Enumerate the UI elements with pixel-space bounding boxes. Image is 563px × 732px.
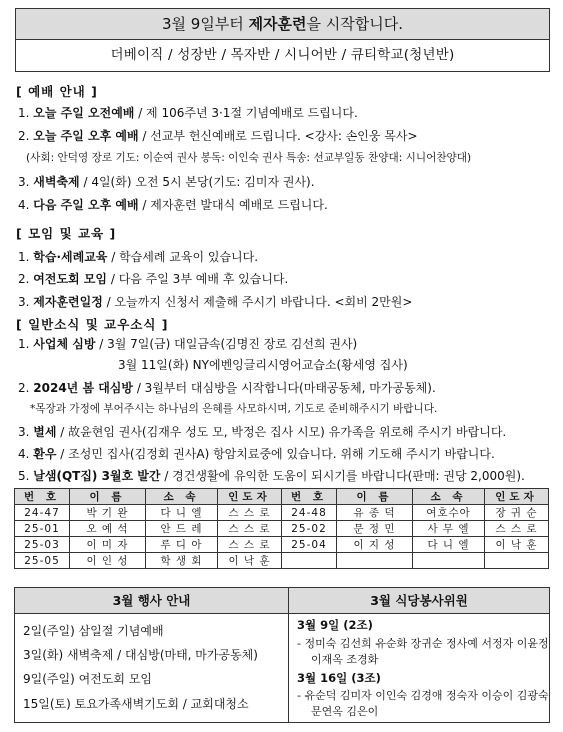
table-cell: 24-47	[15, 505, 70, 521]
event-item: 9일(주일) 여전도회 모임	[23, 672, 152, 686]
news-item-cont: 3월 11일(화) NY에벤잉글리시영어교습소(황세영 집사)	[118, 358, 408, 372]
table-cell: 장 귀 순	[485, 505, 549, 521]
table-cell: 학 생 회	[146, 553, 218, 569]
banner-subtitle: 더베이직 / 성장반 / 목자반 / 시니어반 / 큐티학교(청년반)	[110, 47, 455, 63]
event-item: 3일(화) 새벽축제 / 대심방(마태, 마가공동체)	[23, 648, 258, 662]
news-heading: [ 일반소식 및 교우소식 ]	[16, 317, 169, 332]
service-names: - 정미숙 김선희 유순화 장귀순 정사예 서정자 이윤정	[297, 637, 549, 650]
worship-item: 3. 새벽축제 / 4일(화) 오전 5시 본당(기도: 김미자 권사).	[18, 175, 315, 189]
header-cell: 인도자	[218, 489, 282, 505]
header-cell: 이 름	[70, 489, 146, 505]
table-row	[15, 521, 549, 537]
event-item: 2일(주일) 삼일절 기념예배	[23, 624, 164, 638]
header-cell: 소 속	[146, 489, 218, 505]
table-cell: 오 예 석	[70, 521, 146, 537]
service-heading: 3월 식당봉사위원	[289, 588, 549, 614]
service-names: 이재옥 조경화	[311, 653, 379, 666]
table-cell: 이 미 자	[70, 537, 146, 553]
service-date: 3월 9일 (2조)	[297, 618, 373, 632]
header-cell: 번 호	[282, 489, 337, 505]
header-cell: 이 름	[337, 489, 413, 505]
events-panel	[15, 588, 289, 722]
news-item: 4. 환우 / 조성민 집사(김정회 권사A) 항암치료중에 있습니다. 위해 기도해 주시기 바랍니다.	[18, 447, 495, 461]
table-cell: 안 드 레	[146, 521, 218, 537]
table-cell: 여호수아	[413, 505, 485, 521]
table-cell: 24-48	[282, 505, 337, 521]
header-cell: 인도자	[485, 489, 549, 505]
new-members-table	[14, 488, 549, 569]
header-cell: 소 속	[413, 489, 485, 505]
table-cell	[485, 553, 549, 569]
table-cell: 문 정 민	[337, 521, 413, 537]
table-cell	[337, 553, 413, 569]
table-cell	[413, 553, 485, 569]
news-item: 3. 별세 / 故윤현임 권사(김재우 성도 모, 박정은 집사 시모) 유가족을 위로해 주시기 바랍니다.	[18, 425, 507, 439]
header-cell: 번 호	[15, 489, 70, 505]
service-names: 문연옥 김은이	[311, 705, 379, 718]
table-cell: 25-05	[15, 553, 70, 569]
news-item: 2. 2024년 봄 대심방 / 3월부터 대심방을 시작합니다(마태공동체, 마가공동체).	[18, 381, 436, 395]
table-cell: 다 니 엘	[413, 537, 485, 553]
banner-title-pre: 3월 9일부터	[161, 15, 249, 33]
table-cell: 다 니 엘	[146, 505, 218, 521]
table-cell: 이 인 성	[70, 553, 146, 569]
table-row	[15, 553, 549, 569]
table-cell: 25-03	[15, 537, 70, 553]
bottom-panels	[14, 587, 550, 723]
table-cell: 25-01	[15, 521, 70, 537]
table-cell: 이 낙 훈	[218, 553, 282, 569]
meeting-heading: [ 모임 및 교육 ]	[16, 226, 117, 241]
table-cell	[282, 553, 337, 569]
banner-title	[16, 9, 549, 40]
service-panel	[289, 588, 549, 722]
worship-item-detail: (사회: 안덕영 장로 기도: 이순여 권사 봉독: 이인숙 권사 특송: 선교부일동 찬양대: 시니어찬양대)	[26, 152, 472, 164]
banner-title-bold: 제자훈련	[248, 15, 307, 33]
table-header-row	[15, 489, 549, 505]
news-item: 5. 날샘(QT집) 3월호 발간 / 경건생활에 유익한 도움이 되시기를 바랍니다(판매: 권당 2,000원).	[18, 469, 525, 483]
event-item: 15일(토) 토요가족새벽기도회 / 교회대청소	[23, 697, 249, 711]
news-item: 1. 사업체 심방 / 3월 7일(금) 대일금속(김명진 장로 김선희 권사)	[18, 337, 358, 351]
table-cell: 사 무 엘	[413, 521, 485, 537]
worship-heading: [ 예배 안내 ]	[16, 84, 98, 99]
table-cell: 25-04	[282, 537, 337, 553]
table-cell: 25-02	[282, 521, 337, 537]
worship-item: 1. 오늘 주일 오전예배 / 제 106주년 3·1절 기념예배로 드립니다.	[18, 106, 358, 120]
table-cell: 이 지 성	[337, 537, 413, 553]
service-names: - 유순덕 김미자 이인숙 김경애 정숙자 이승이 김광숙	[297, 689, 549, 702]
table-cell: 스 스 로	[218, 537, 282, 553]
worship-item: 2. 오늘 주일 오후 예배 / 선교부 헌신예배로 드립니다. <강사: 손인웅 목사>	[18, 129, 418, 143]
news-item-note: *목장과 가정에 부어주시는 하나님의 은혜를 사모하시며, 기도로 준비해주시기 바랍니다.	[30, 403, 438, 415]
table-cell: 이 낙 훈	[485, 537, 549, 553]
table-cell: 스 스 로	[218, 505, 282, 521]
service-date: 3월 16일 (3조)	[297, 671, 381, 685]
events-heading: 3월 행사 안내	[15, 588, 288, 614]
table-cell: 스 스 로	[218, 521, 282, 537]
table-cell: 루 디 아	[146, 537, 218, 553]
meeting-item: 2. 여전도회 모임 / 다음 주일 3부 예배 후 있습니다.	[18, 272, 289, 286]
table-cell: 스 스 로	[485, 521, 549, 537]
table-cell: 박 기 완	[70, 505, 146, 521]
meeting-item: 3. 제자훈련일정 / 오늘까지 신청서 제출해 주시기 바랍니다. <회비 2만원>	[18, 295, 413, 309]
worship-item: 4. 다음 주일 오후 예배 / 제자훈련 발대식 예배로 드립니다.	[18, 198, 328, 212]
banner	[15, 8, 550, 72]
table-row	[15, 537, 549, 553]
table-cell: 유 종 덕	[337, 505, 413, 521]
meeting-item: 1. 학습·세례교육 / 학습세례 교육이 있습니다.	[18, 250, 259, 264]
table-row	[15, 505, 549, 521]
banner-title-post: 을 시작합니다.	[306, 15, 404, 33]
